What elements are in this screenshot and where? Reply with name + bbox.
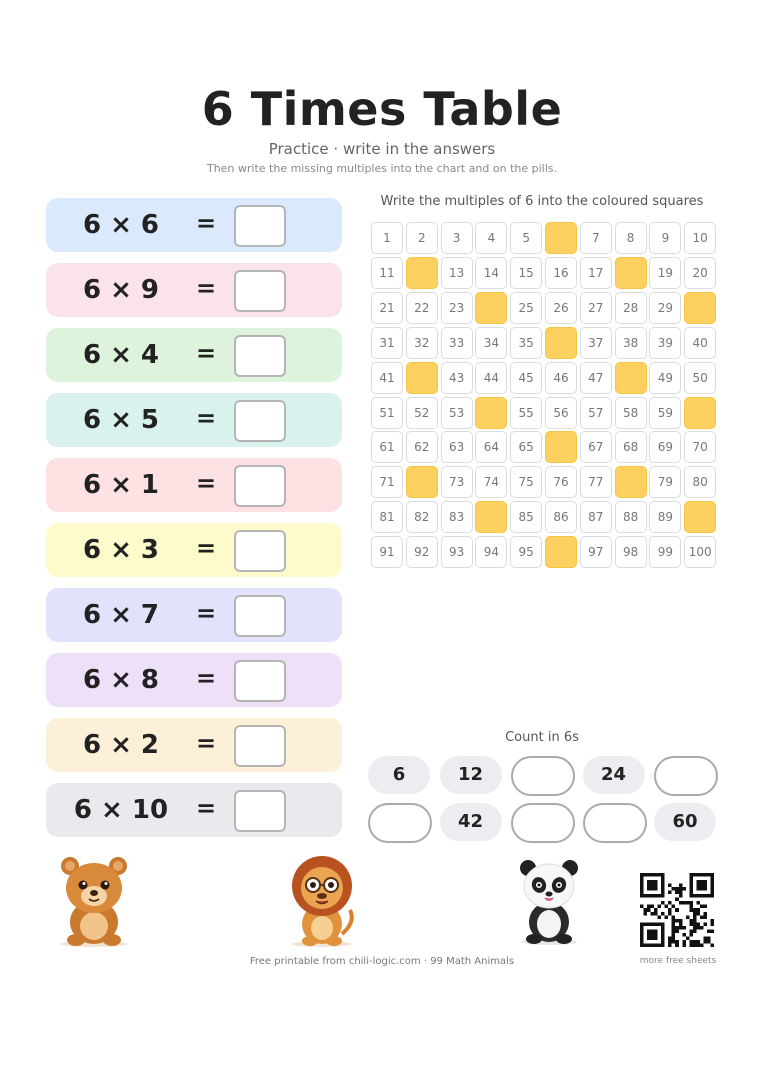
- number-cell: 58: [615, 397, 647, 429]
- answer-box[interactable]: [234, 660, 286, 702]
- number-cell: 86: [545, 501, 577, 533]
- blank-pill[interactable]: [654, 756, 718, 796]
- number-cell: 70: [684, 431, 716, 463]
- number-cell: 39: [649, 327, 681, 359]
- number-cell: 17: [580, 257, 612, 289]
- number-cell: 53: [441, 397, 473, 429]
- equation-row: [46, 458, 342, 512]
- multiple-square[interactable]: [684, 397, 716, 429]
- number-cell: 41: [371, 362, 403, 394]
- number-cell: 82: [406, 501, 438, 533]
- number-cell: 14: [475, 257, 507, 289]
- number-cell: 77: [580, 466, 612, 498]
- equation-text: 6 × 3: [82, 535, 160, 565]
- number-cell: 79: [649, 466, 681, 498]
- answer-box[interactable]: [234, 465, 286, 507]
- multiple-square[interactable]: [545, 327, 577, 359]
- multiple-square[interactable]: [545, 536, 577, 568]
- page-subtitle: Practice · write in the answers: [268, 140, 496, 158]
- equation-list: [46, 198, 342, 848]
- equation-text: 6 × 8: [82, 665, 160, 695]
- number-cell: 11: [371, 257, 403, 289]
- equation-text: 6 × 6: [82, 210, 160, 240]
- equation-text: 6 × 2: [82, 730, 160, 760]
- number-cell: 38: [615, 327, 647, 359]
- answer-box[interactable]: [234, 725, 286, 767]
- multiple-square[interactable]: [475, 397, 507, 429]
- equation-row: [46, 263, 342, 317]
- number-cell: 44: [475, 362, 507, 394]
- number-cell: 80: [684, 466, 716, 498]
- number-cell: 22: [406, 292, 438, 324]
- qr-code[interactable]: [640, 873, 714, 947]
- answer-box[interactable]: [234, 335, 286, 377]
- equation-text: 6 × 9: [82, 275, 160, 305]
- number-cell: 31: [371, 327, 403, 359]
- equation-text: 6 × 1: [82, 470, 160, 500]
- blank-pill[interactable]: [368, 803, 432, 843]
- number-cell: 81: [371, 501, 403, 533]
- count-pill: 12: [440, 756, 502, 794]
- answer-box[interactable]: [234, 530, 286, 572]
- number-cell: 32: [406, 327, 438, 359]
- number-cell: 74: [475, 466, 507, 498]
- number-cell: 5: [510, 222, 542, 254]
- number-cell: 93: [441, 536, 473, 568]
- number-cell: 13: [441, 257, 473, 289]
- count-pill: 42: [440, 803, 502, 841]
- number-cell: 73: [441, 466, 473, 498]
- equals-sign: =: [196, 274, 217, 302]
- number-cell: 35: [510, 327, 542, 359]
- blank-pill[interactable]: [511, 803, 575, 843]
- number-cell: 76: [545, 466, 577, 498]
- lion-illustration: [284, 852, 360, 948]
- panda-illustration: [514, 856, 584, 946]
- number-cell: 19: [649, 257, 681, 289]
- equals-sign: =: [196, 339, 217, 367]
- answer-box[interactable]: [234, 270, 286, 312]
- count-pill: 60: [654, 803, 716, 841]
- number-cell: 49: [649, 362, 681, 394]
- number-cell: 37: [580, 327, 612, 359]
- number-cell: 15: [510, 257, 542, 289]
- number-cell: 25: [510, 292, 542, 324]
- multiple-square[interactable]: [406, 257, 438, 289]
- equals-sign: =: [196, 404, 217, 432]
- number-cell: 65: [510, 431, 542, 463]
- number-cell: 16: [545, 257, 577, 289]
- multiple-square[interactable]: [615, 466, 647, 498]
- number-cell: 89: [649, 501, 681, 533]
- number-cell: 10: [684, 222, 716, 254]
- number-cell: 62: [406, 431, 438, 463]
- equation-row: [46, 718, 342, 772]
- chart-caption: Write the multiples of 6 into the coloured squares: [380, 194, 704, 209]
- number-cell: 45: [510, 362, 542, 394]
- multiple-square[interactable]: [475, 501, 507, 533]
- number-cell: 85: [510, 501, 542, 533]
- footer-credit: Free printable from chili-logic.com · 99 Math Animals: [249, 956, 515, 967]
- number-cell: 34: [475, 327, 507, 359]
- equals-sign: =: [196, 534, 217, 562]
- equals-sign: =: [196, 469, 217, 497]
- blank-pill[interactable]: [511, 756, 575, 796]
- answer-box[interactable]: [234, 595, 286, 637]
- instructions: Then write the missing multiples into the chart and on the pills.: [206, 162, 558, 175]
- page-title: 6 Times Table: [201, 82, 563, 136]
- number-cell: 71: [371, 466, 403, 498]
- number-cell: 52: [406, 397, 438, 429]
- number-cell: 2: [406, 222, 438, 254]
- number-cell: 43: [441, 362, 473, 394]
- number-cell: 40: [684, 327, 716, 359]
- equals-sign: =: [196, 599, 217, 627]
- equals-sign: =: [196, 794, 217, 822]
- multiple-square[interactable]: [545, 222, 577, 254]
- equation-row: [46, 393, 342, 447]
- number-cell: 27: [580, 292, 612, 324]
- multiple-square[interactable]: [475, 292, 507, 324]
- number-cell: 98: [615, 536, 647, 568]
- number-cell: 68: [615, 431, 647, 463]
- number-cell: 59: [649, 397, 681, 429]
- multiple-square[interactable]: [684, 501, 716, 533]
- equation-row: [46, 653, 342, 707]
- equation-row: [46, 783, 342, 837]
- equation-row: [46, 328, 342, 382]
- bear-illustration: [52, 852, 136, 948]
- number-cell: 20: [684, 257, 716, 289]
- number-cell: 94: [475, 536, 507, 568]
- number-cell: 100: [684, 536, 716, 568]
- number-cell: 47: [580, 362, 612, 394]
- equation-text: 6 × 7: [82, 600, 160, 630]
- count-pill: 24: [583, 756, 645, 794]
- multiple-square[interactable]: [615, 362, 647, 394]
- number-cell: 67: [580, 431, 612, 463]
- number-cell: 55: [510, 397, 542, 429]
- multiple-square[interactable]: [615, 257, 647, 289]
- multiple-square[interactable]: [406, 466, 438, 498]
- number-cell: 9: [649, 222, 681, 254]
- equation-row: [46, 588, 342, 642]
- equals-sign: =: [196, 209, 217, 237]
- answer-box[interactable]: [234, 400, 286, 442]
- number-cell: 69: [649, 431, 681, 463]
- number-cell: 64: [475, 431, 507, 463]
- number-cell: 8: [615, 222, 647, 254]
- equation-row: [46, 523, 342, 577]
- answer-box[interactable]: [234, 205, 286, 247]
- count-caption: Count in 6s: [505, 730, 579, 745]
- number-cell: 57: [580, 397, 612, 429]
- number-cell: 61: [371, 431, 403, 463]
- number-cell: 92: [406, 536, 438, 568]
- number-cell: 26: [545, 292, 577, 324]
- number-cell: 7: [580, 222, 612, 254]
- number-cell: 4: [475, 222, 507, 254]
- number-cell: 56: [545, 397, 577, 429]
- number-cell: 46: [545, 362, 577, 394]
- multiple-square[interactable]: [545, 431, 577, 463]
- number-cell: 1: [371, 222, 403, 254]
- number-cell: 33: [441, 327, 473, 359]
- blank-pill[interactable]: [583, 803, 647, 843]
- equation-text: 6 × 10: [73, 795, 169, 825]
- number-cell: 88: [615, 501, 647, 533]
- count-pill: 6: [368, 756, 430, 794]
- equals-sign: =: [196, 664, 217, 692]
- number-cell: 63: [441, 431, 473, 463]
- equals-sign: =: [196, 729, 217, 757]
- number-cell: 3: [441, 222, 473, 254]
- number-cell: 87: [580, 501, 612, 533]
- number-cell: 50: [684, 362, 716, 394]
- equation-row: [46, 198, 342, 252]
- answer-box[interactable]: [234, 790, 286, 832]
- number-cell: 75: [510, 466, 542, 498]
- number-cell: 83: [441, 501, 473, 533]
- number-cell: 51: [371, 397, 403, 429]
- multiple-square[interactable]: [684, 292, 716, 324]
- number-cell: 29: [649, 292, 681, 324]
- equation-text: 6 × 4: [82, 340, 160, 370]
- number-cell: 23: [441, 292, 473, 324]
- number-cell: 95: [510, 536, 542, 568]
- number-cell: 97: [580, 536, 612, 568]
- number-cell: 91: [371, 536, 403, 568]
- qr-caption: more free sheets: [639, 956, 717, 966]
- number-cell: 28: [615, 292, 647, 324]
- number-cell: 99: [649, 536, 681, 568]
- number-cell: 21: [371, 292, 403, 324]
- multiple-square[interactable]: [406, 362, 438, 394]
- equation-text: 6 × 5: [82, 405, 160, 435]
